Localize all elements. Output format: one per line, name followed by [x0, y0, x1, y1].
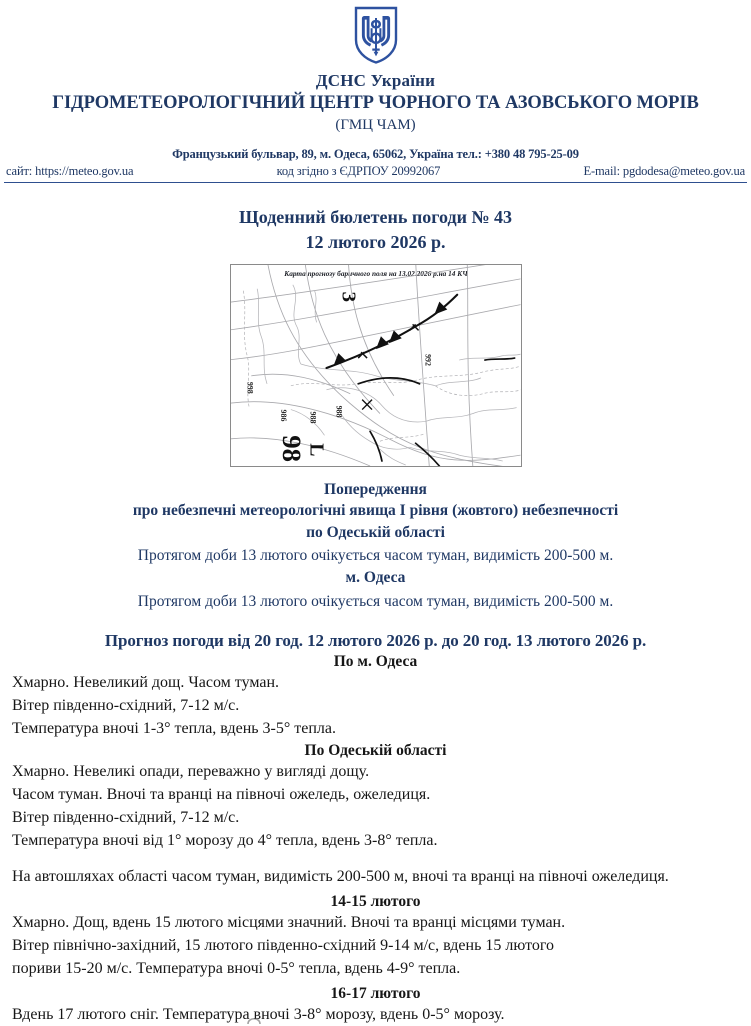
forecast-oblast-line-0: Хмарно. Невеликі опади, переважно у вигляді дощу. — [12, 763, 370, 781]
header-divider — [4, 182, 747, 183]
roads-advisory-text: На автошляхах області часом туман, видимість 200-500 м, вночі та вранці на півночі ожеледиця. — [12, 868, 669, 886]
isobar-label-988: 988 — [308, 411, 318, 424]
warning-heading — [0, 479, 751, 543]
forecast-city-body — [0, 671, 751, 740]
occlusion-marker — [362, 400, 372, 410]
warning-heading-line2: про небезпечні метеорологічні явища I рівня (жовтого) небезпечності — [132, 502, 619, 520]
bulletin-title-line1: Щоденний бюлетень погоди № 43 — [238, 206, 513, 227]
section-heading-city: По м. Одеса — [333, 653, 418, 671]
forecast-city-line-2: Температура вночі 1-3° тепла, вдень 3-5° тепла. — [12, 720, 337, 738]
outlook1-line-0: Хмарно. Дощ, вдень 15 лютого місцями значний. Вночі та вранці місцями туман. — [12, 914, 566, 932]
letterhead — [0, 0, 751, 183]
edrpou-code: код згідно з ЄДРПОУ 20992067 — [276, 163, 441, 178]
forecast-city-line-0: Хмарно. Невеликий дощ. Часом туман. — [12, 674, 280, 692]
emblem-container — [0, 6, 751, 68]
outlook-14-15-body — [0, 911, 751, 980]
isobar-label-998: 998 — [244, 381, 254, 394]
synoptic-pressure-map — [230, 264, 522, 467]
roads-advisory — [0, 865, 751, 888]
isobar-label-986: 986 — [278, 409, 288, 422]
center-name: ГІДРОМЕТЕОРОЛОГІЧНИЙ ЦЕНТР ЧОРНОГО ТА АЗОВСЬКОГО МОРІВ — [52, 93, 699, 114]
warning-oblast-text: Протягом доби 13 лютого очікується часом туман, видимість 200-500 м. — [137, 547, 614, 565]
bulletin-title — [0, 205, 751, 256]
outlook2-line-0: Вдень 17 лютого сніг. Температура вночі 3-8° морозу, вдень 0-5° морозу. — [12, 1006, 505, 1024]
map-zone — [0, 264, 751, 467]
section-heading-oblast: По Одеській області — [304, 742, 447, 760]
forecast-oblast-line-2: Вітер південно-східний, 7-12 м/с. — [12, 809, 240, 827]
bulletin-title-date: 12 лютого 2026 р. — [305, 232, 446, 253]
ukraine-trident-coat-of-arms-icon — [354, 6, 398, 64]
forecast-city-line-1: Вітер південно-східний, 7-12 м/с. — [12, 697, 240, 715]
warning-heading-line3: по Одеській області — [306, 523, 445, 541]
isobar-label-988b: 988 — [333, 405, 343, 418]
outlook1-line-1: Вітер північно-західний, 15 лютого південно-східний 9-14 м/с, вдень 15 лютого — [12, 937, 555, 955]
warning-heading-line1: Попередження — [324, 480, 427, 498]
low-pressure-marker: L — [305, 443, 328, 457]
website-link[interactable]: сайт: https://meteo.gov.ua — [6, 163, 134, 178]
center-abbreviation: (ГМЦ ЧАМ) — [335, 117, 416, 134]
section-heading-outlook-16-17: 16-17 лютого — [330, 985, 421, 1003]
section-heading-outlook-14-15: 14-15 лютого — [330, 893, 421, 911]
synoptic-map-graphic — [231, 265, 521, 466]
isobar-label-992: 992 — [423, 354, 433, 366]
map-caption: Карта прогнозу баричного поля на 13.02.2026 р.на 14 КЧ — [283, 268, 468, 278]
contact-row — [0, 162, 751, 179]
outlook1-line-2: пориви 15-20 м/с. Температура вночі 0-5° тепла, вдень 4-9° тепла. — [12, 960, 461, 978]
forecast-period-heading: Прогноз погоди від 20 год. 12 лютого 2026 р. до 20 год. 13 лютого 2026 р. — [104, 631, 647, 651]
page-bottom-cutoff-artifact — [246, 1015, 264, 1024]
forecast-oblast-line-3: Температура вночі від 1° морозу до 4° тепла, вдень 3-8° тепла. — [12, 832, 438, 850]
agency-name: ДСНС України — [315, 71, 436, 90]
warning-city-text: Протягом доби 13 лютого очікується часом туман, видимість 200-500 м. — [137, 593, 614, 611]
warning-city-label: м. Одеса — [345, 569, 406, 587]
postal-address: Французький бульвар, 89, м. Одеса, 65062, Україна тел.: +380 48 795-25-09 — [172, 146, 579, 161]
forecast-oblast-line-1: Часом туман. Вночі та вранці на півночі ожеледь, ожеледиця. — [12, 786, 431, 804]
pressure-center-value: 98 — [276, 435, 307, 462]
email-link[interactable]: E-mail: pgdodesa@meteo.gov.ua — [583, 163, 745, 178]
forecast-oblast-body — [0, 760, 751, 852]
wind-direction-label: З — [336, 291, 359, 302]
outlook-16-17-body — [0, 1003, 751, 1026]
